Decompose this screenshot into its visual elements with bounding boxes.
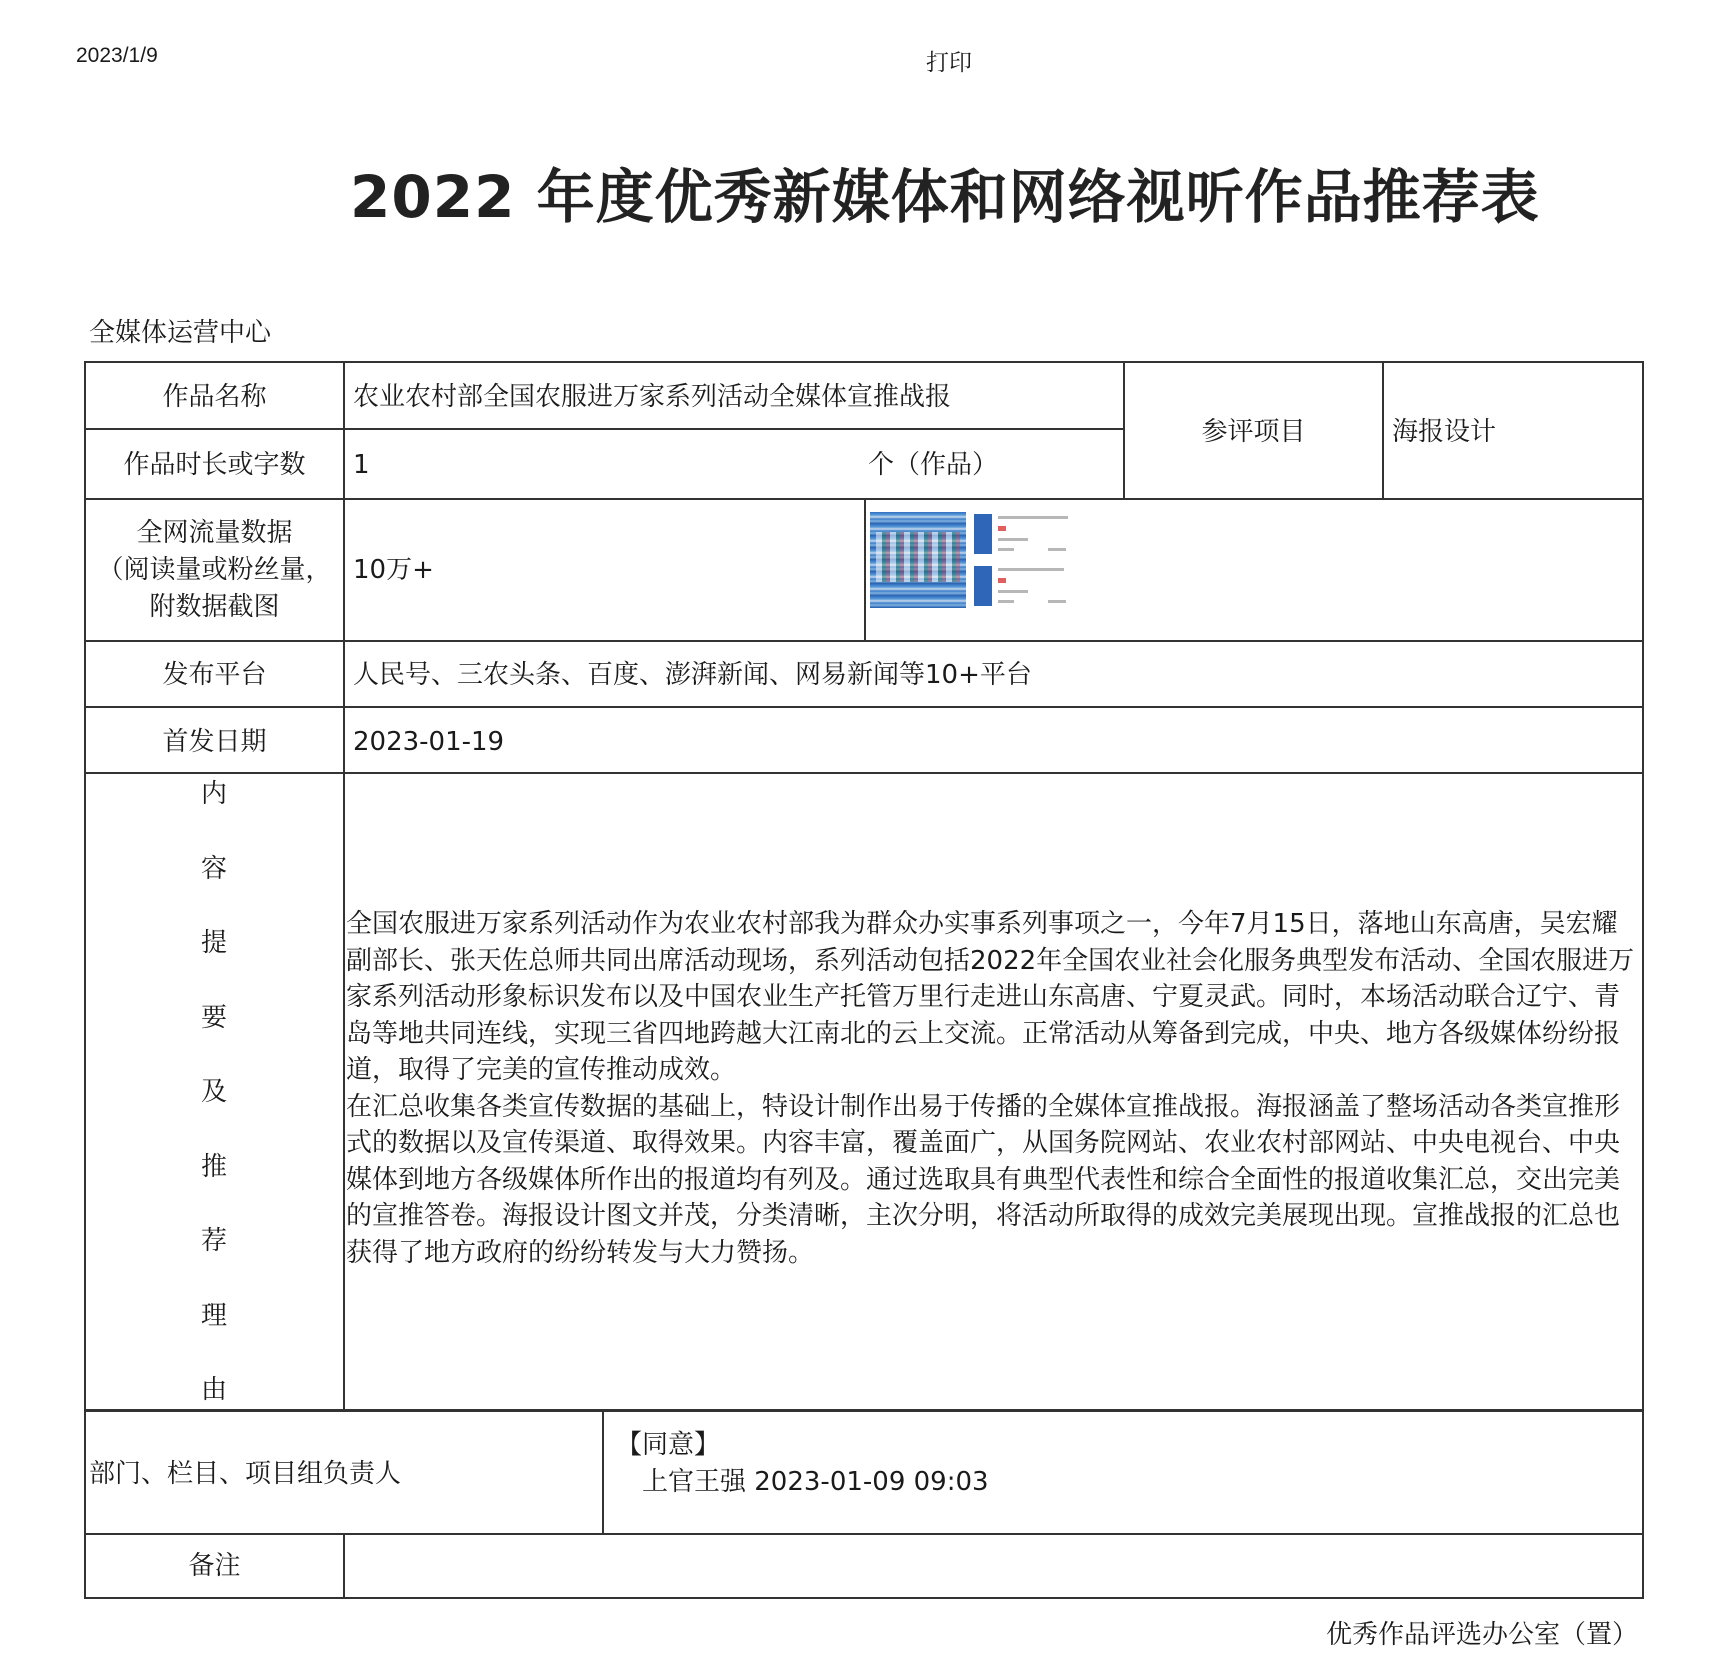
column-divider <box>602 1409 604 1535</box>
traffic-value: 10万+ <box>353 555 434 585</box>
length-value: 1 <box>353 450 370 480</box>
category-label: 参评项目 <box>1201 417 1306 447</box>
data-screenshot <box>870 512 1070 612</box>
traffic-label <box>86 515 343 626</box>
screenshot-poster-image <box>870 512 966 608</box>
column-divider <box>343 1533 345 1598</box>
screenshot-list-item <box>974 564 1070 608</box>
traffic-label-line: 全网流量数据 <box>136 518 293 548</box>
column-divider <box>343 361 345 1411</box>
department-name: 全媒体运营中心 <box>89 318 272 348</box>
table-border-right <box>1642 361 1644 1599</box>
length-unit: 个（作品） <box>868 450 999 480</box>
work-name-label: 作品名称 <box>162 382 267 412</box>
reason-label-char: 由 <box>200 1375 227 1405</box>
reason-label-char: 及 <box>200 1077 227 1107</box>
traffic-label-line: 附数据截图 <box>149 592 280 622</box>
print-date: 2023/1/9 <box>76 44 158 67</box>
category-value: 海报设计 <box>1392 417 1497 447</box>
reason-text <box>346 906 1636 1271</box>
remarks-label: 备注 <box>188 1551 241 1581</box>
table-border-top <box>84 361 1644 363</box>
date-value: 2023-01-19 <box>353 727 505 757</box>
reason-label <box>86 776 342 1447</box>
screenshot-list-item <box>974 512 1070 556</box>
date-label: 首发日期 <box>162 727 267 757</box>
platform-label: 发布平台 <box>162 660 267 690</box>
work-name-value: 农业农村部全国农服进万家系列活动全媒体宣推战报 <box>353 382 952 412</box>
reason-label-char: 提 <box>200 928 227 958</box>
platform-value: 人民号、三农头条、百度、澎湃新闻、网易新闻等10+平台 <box>353 660 1032 690</box>
approval-status: 【同意】 <box>616 1430 721 1460</box>
column-divider <box>864 498 866 642</box>
row-divider <box>84 706 1644 708</box>
table-border-bottom <box>84 1597 1644 1599</box>
row-divider <box>84 772 1644 774</box>
approval-signature: 上官王强 2023-01-09 09:03 <box>642 1467 989 1497</box>
reason-label-char: 荐 <box>200 1226 227 1256</box>
approver-label: 部门、栏目、项目组负责人 <box>89 1459 402 1489</box>
reason-paragraph: 全国农服进万家系列活动作为农业农村部我为群众办实事系列事项之一，今年7月15日，落地山东高唐，吴宏耀副部长、张天佐总师共同出席活动现场，系列活动包括2022年全国农业社会化服务典型发布活动、全国农服进万家系列活动形象标识发布以及中国农业生产托管万里行走进山东高唐、宁夏灵武。同时，本场活动联合辽宁、青岛等地共同连线，实现三省四地跨越大江南北的云上交流。正常活动从筹备到完成，中央、地方各级媒体纷纷报道，取得了完美的宣传推动成效。 <box>346 909 1635 1085</box>
reason-label-char: 容 <box>200 853 227 884</box>
row-divider <box>84 428 1124 430</box>
footer-office: 优秀作品评选办公室（置） <box>1325 1620 1638 1650</box>
reason-label-char: 要 <box>200 1002 227 1033</box>
reason-label-char: 推 <box>200 1151 227 1182</box>
print-header: 打印 <box>926 50 972 76</box>
reason-label-char: 内 <box>200 779 227 809</box>
page-title: 2022 年度优秀新媒体和网络视听作品推荐表 <box>350 163 1540 231</box>
row-divider <box>84 1533 1644 1535</box>
reason-paragraph: 在汇总收集各类宣传数据的基础上，特设计制作出易于传播的全媒体宣推战报。海报涵盖了整场活动各类宣推形式的数据以及宣传渠道、取得效果。内容丰富，覆盖面广，从国务院网站、农业农村部网站、中央电视台、中央媒体到地方各级媒体所作出的报道均有列及。通过选取具有典型代表性和综合全面性的报道收集汇总，交出完美的宣推答卷。海报设计图文并茂，分类清晰，主次分明，将活动所取得的成效完美展现出现。宣推战报的汇总也获得了地方政府的纷纷转发与大力赞扬。 <box>346 1091 1621 1268</box>
length-label: 作品时长或字数 <box>123 450 306 480</box>
traffic-label-line: （阅读量或粉丝量， <box>97 555 332 585</box>
reason-label-char: 理 <box>200 1300 227 1331</box>
